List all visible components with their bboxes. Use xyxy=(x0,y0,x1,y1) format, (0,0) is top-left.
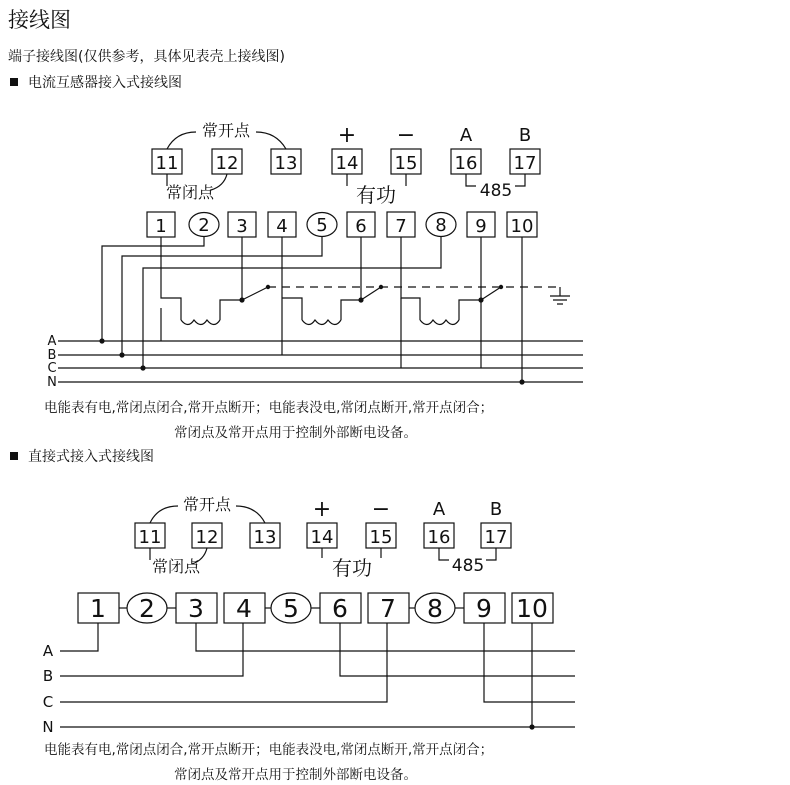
s1-note-line1: 电能表有电,常闭点闭合,常开点断开；电能表没电,常闭点断开,常开点闭合； xyxy=(44,400,494,416)
s2-top-terminal-label: 12 xyxy=(195,527,219,548)
s1-active-label: 有功 xyxy=(356,183,396,207)
s1-485-label: 485 xyxy=(479,181,513,201)
s2-top-terminal-label: 17 xyxy=(484,527,508,548)
s1-terminal-label: 2 xyxy=(198,215,210,236)
s1-terminal-label: 9 xyxy=(475,216,487,237)
s1-junction-dot xyxy=(519,379,524,384)
s2-note-line2: 常闭点及常开点用于控制外部断电设备。 xyxy=(174,767,417,783)
s2-line-3-out xyxy=(340,623,575,676)
s2-terminal-label: 7 xyxy=(380,594,396,623)
s2-line-c xyxy=(60,623,387,702)
s1-terminal-label: 8 xyxy=(435,215,447,236)
s1-ct1-coil xyxy=(181,320,220,325)
s2-line-a xyxy=(60,623,98,651)
s2-485-leg xyxy=(486,548,496,560)
s1-line-label: B xyxy=(47,348,57,363)
page-title: 接线图 xyxy=(8,8,71,32)
s1-letter-b: B xyxy=(518,125,532,146)
s1-line-label: N xyxy=(47,375,57,390)
s2-minus-sign: − xyxy=(371,497,391,522)
s1-top-terminal-label: 14 xyxy=(335,153,359,174)
section2-heading xyxy=(10,446,154,466)
s1-ct3-in xyxy=(401,237,420,320)
s2-terminal-label: 6 xyxy=(332,594,348,623)
section1-heading-text: 电流互感器接入式接线图 xyxy=(28,75,182,91)
s1-switch2 xyxy=(361,287,381,300)
s2-top-terminal-label: 13 xyxy=(253,527,277,548)
s2-terminal-label: 8 xyxy=(427,594,443,623)
s1-switch-dot xyxy=(266,285,270,289)
s2-top-terminal-label: 15 xyxy=(369,527,393,548)
s2-terminal-label: 9 xyxy=(476,594,492,623)
s2-top-terminal-label: 14 xyxy=(310,527,334,548)
s2-active-label: 有功 xyxy=(332,556,372,580)
s1-485-leg xyxy=(466,174,476,186)
s2-top-terminal-label: 16 xyxy=(427,527,451,548)
s2-terminal-label: 4 xyxy=(236,594,252,623)
s2-terminal-label: 10 xyxy=(516,594,548,623)
s1-note-line2: 常闭点及常开点用于控制外部断电设备。 xyxy=(174,425,417,441)
s1-nc-label: 常闭点 xyxy=(165,183,215,202)
s1-ct3-out xyxy=(459,237,481,320)
s1-ct1-in xyxy=(161,237,181,320)
s1-top-terminal-label: 12 xyxy=(215,153,239,174)
s1-switch3 xyxy=(481,287,501,300)
s1-top-terminal-label: 16 xyxy=(454,153,478,174)
bullet-square-icon xyxy=(10,452,18,460)
ground-icon xyxy=(550,287,570,304)
s2-485-label: 485 xyxy=(451,556,485,576)
s2-line-label: A xyxy=(42,642,54,660)
s2-terminal-label: 5 xyxy=(283,594,299,623)
s2-line-9-out xyxy=(484,623,575,702)
s1-no-label: 常开点 xyxy=(201,121,251,140)
s2-485-leg xyxy=(439,548,449,560)
s1-switch-dot xyxy=(239,297,244,302)
s1-switch-dot xyxy=(379,285,383,289)
s1-line-label: A xyxy=(47,334,57,349)
s1-terminal-label: 10 xyxy=(510,216,534,237)
s1-top-terminal-label: 17 xyxy=(513,153,537,174)
s1-top-terminal-label: 15 xyxy=(394,153,418,174)
s1-top-terminal-label: 13 xyxy=(274,153,298,174)
s1-no-arc-left xyxy=(167,132,196,149)
s1-terminal-label: 3 xyxy=(236,216,248,237)
s2-letter-a: A xyxy=(432,499,446,520)
s1-junction-dot xyxy=(140,365,145,370)
s2-terminal-label: 1 xyxy=(90,594,106,623)
s1-terminal-label: 1 xyxy=(155,216,167,237)
s1-terminal-label: 5 xyxy=(316,215,328,236)
s1-ct2-in xyxy=(282,298,302,320)
s1-top-terminal-label: 11 xyxy=(155,153,179,174)
s1-ct2-coil xyxy=(302,320,341,325)
s1-ct2-out xyxy=(341,237,361,320)
page-subtitle: 端子接线图(仅供参考，具体见表壳上接线图) xyxy=(8,49,285,65)
s2-junction-dot xyxy=(529,724,534,729)
s1-terminal-label: 6 xyxy=(355,216,367,237)
s1-terminal-label: 7 xyxy=(395,216,407,237)
s1-no-arc-right xyxy=(256,132,286,149)
s1-ct1-out xyxy=(220,237,242,320)
s2-no-arc-left xyxy=(150,506,178,523)
s2-line-label: C xyxy=(42,693,54,711)
s1-feed-2 xyxy=(102,237,204,341)
s1-feed-5 xyxy=(122,237,322,355)
s1-ct3-coil xyxy=(420,320,459,325)
s2-line-label: N xyxy=(42,718,54,736)
s2-top-terminal-label: 11 xyxy=(138,527,162,548)
s2-line-label: B xyxy=(42,667,54,685)
s1-switch-dot xyxy=(499,285,503,289)
s1-switch-dot xyxy=(478,297,483,302)
s2-no-label: 常开点 xyxy=(182,495,232,514)
s1-switch1 xyxy=(242,287,268,300)
s1-plus-sign: + xyxy=(337,123,357,148)
s2-line-1-out xyxy=(196,623,575,651)
s1-485-leg xyxy=(515,174,525,186)
s1-feed-8 xyxy=(143,237,441,368)
s1-junction-dot xyxy=(99,338,104,343)
s2-plus-sign: + xyxy=(312,497,332,522)
s2-nc-label: 常闭点 xyxy=(151,557,201,576)
s1-line-label: C xyxy=(47,361,57,376)
s1-junction-dot xyxy=(119,352,124,357)
s1-switch-dot xyxy=(358,297,363,302)
s2-terminal-label: 3 xyxy=(188,594,204,623)
s2-no-arc-right xyxy=(236,506,265,523)
s2-line-b xyxy=(60,623,243,676)
s1-terminal-label: 4 xyxy=(276,216,288,237)
s1-letter-a: A xyxy=(459,125,473,146)
s1-minus-sign: − xyxy=(396,123,416,148)
s2-letter-b: B xyxy=(489,499,503,520)
section2-heading-text: 直接式接入式接线图 xyxy=(28,449,154,465)
s2-note-line1: 电能表有电,常闭点闭合,常开点断开；电能表没电,常闭点断开,常开点闭合； xyxy=(44,742,494,758)
s2-terminal-label: 2 xyxy=(139,594,155,623)
